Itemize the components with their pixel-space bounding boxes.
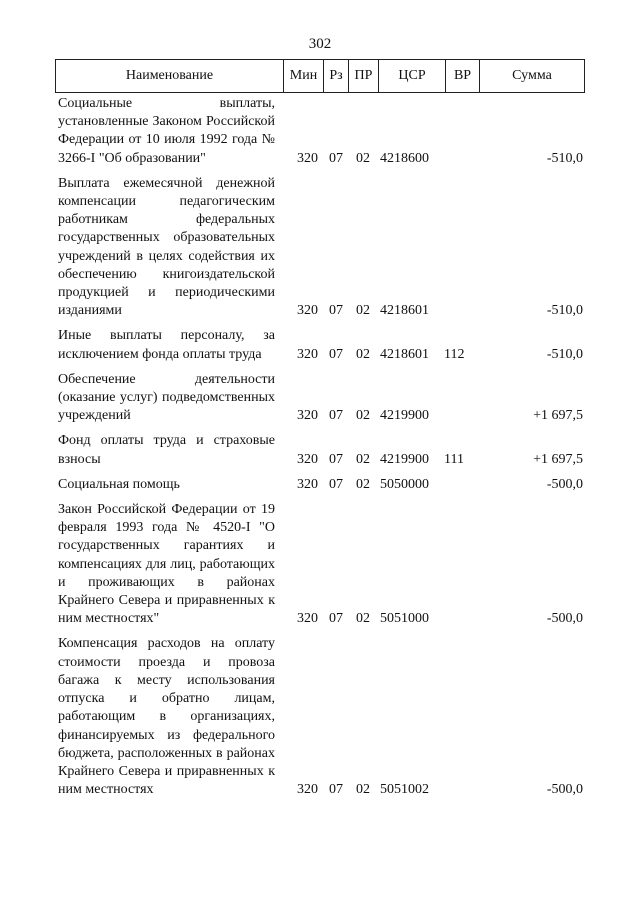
- row-sum: -500,0: [546, 611, 583, 627]
- row-csr: 5050000: [380, 476, 429, 492]
- header-pr: ПР: [349, 60, 379, 92]
- row-min: 320: [297, 408, 318, 424]
- row-sum: -510,0: [546, 150, 583, 166]
- row-rz: 07: [329, 611, 343, 627]
- row-name: Социальная помощь: [58, 476, 180, 492]
- row-csr: 5051002: [380, 782, 429, 798]
- row-csr: 4219900: [380, 408, 429, 424]
- header-rz: Рз: [324, 60, 349, 92]
- table-row: [55, 432, 585, 468]
- row-name: Закон Российской Федерации от 19 февраля 1993 года № 4520-I "О государственных гарантиях и компенсациях для лиц, работающих и проживающих в районах Крайнего Севера и приравненных к ним местностях": [58, 502, 275, 627]
- row-pr: 02: [356, 150, 370, 166]
- table-body: [55, 95, 585, 806]
- row-min: 320: [297, 611, 318, 627]
- row-pr: 02: [356, 303, 370, 319]
- table-row: [55, 501, 585, 628]
- row-pr: 02: [356, 476, 370, 492]
- row-pr: 02: [356, 408, 370, 424]
- row-name: Фонд оплаты труда и страховые взносы: [58, 433, 275, 467]
- row-name: Социальные выплаты, установленные Законом Российской Федерации от 10 июля 1992 года № 3266-I "Об образовании": [58, 96, 275, 166]
- header-csr: ЦСР: [379, 60, 446, 92]
- row-rz: 07: [329, 408, 343, 424]
- row-min: 320: [297, 451, 318, 467]
- row-sum: -510,0: [546, 303, 583, 319]
- row-rz: 07: [329, 303, 343, 319]
- row-rz: 07: [329, 782, 343, 798]
- row-sum: -500,0: [546, 782, 583, 798]
- row-min: 320: [297, 150, 318, 166]
- row-name: Иные выплаты персоналу, за исключением фонда оплаты труда: [58, 328, 275, 362]
- row-sum: +1 697,5: [533, 451, 583, 467]
- row-min: 320: [297, 476, 318, 492]
- header-vr: ВР: [446, 60, 480, 92]
- row-sum: +1 697,5: [533, 408, 583, 424]
- header-sum: Сумма: [512, 68, 552, 83]
- row-min: 320: [297, 782, 318, 798]
- row-min: 320: [297, 346, 318, 362]
- row-pr: 02: [356, 782, 370, 798]
- row-name: Компенсация расходов на оплату стоимости проезда и провоза багажа к месту использования отпуска и обратно лицам, работающим в организациях, финансируемых из федерального бюджета, расположенных в районах Крайнего Севера и приравненных к ним местностях: [58, 636, 275, 798]
- row-vr: 111: [444, 451, 464, 467]
- row-csr: 4218600: [380, 150, 429, 166]
- row-name: Выплата ежемесячной денежной компенсации педагогическим работникам федеральных государственных образовательных учреждений в целях содействия их обеспечению книгоиздательской продукцией и периодическими изданиями: [58, 175, 275, 319]
- row-pr: 02: [356, 346, 370, 362]
- table-row: [55, 635, 585, 799]
- table-header: [55, 59, 585, 93]
- row-rz: 07: [329, 451, 343, 467]
- page-number: 302: [308, 36, 332, 52]
- row-csr: 4218601: [380, 346, 429, 362]
- row-csr: 4219900: [380, 451, 429, 467]
- table-row: [55, 95, 585, 168]
- table-row: [55, 175, 585, 321]
- row-pr: 02: [356, 611, 370, 627]
- header-name: Наименование: [56, 60, 284, 92]
- row-rz: 07: [329, 346, 343, 362]
- row-sum: -510,0: [546, 346, 583, 362]
- row-sum: -500,0: [546, 476, 583, 492]
- row-csr: 4218601: [380, 303, 429, 319]
- row-pr: 02: [356, 451, 370, 467]
- row-vr: 112: [444, 346, 465, 362]
- table-row: [55, 476, 585, 494]
- row-csr: 5051000: [380, 611, 429, 627]
- table-row: [55, 327, 585, 363]
- row-rz: 07: [329, 150, 343, 166]
- table-row: [55, 371, 585, 426]
- header-min: Мин: [284, 60, 324, 92]
- row-min: 320: [297, 303, 318, 319]
- row-rz: 07: [329, 476, 343, 492]
- row-name: Обеспечение деятельности (оказание услуг) подведомственных учреждений: [58, 371, 275, 424]
